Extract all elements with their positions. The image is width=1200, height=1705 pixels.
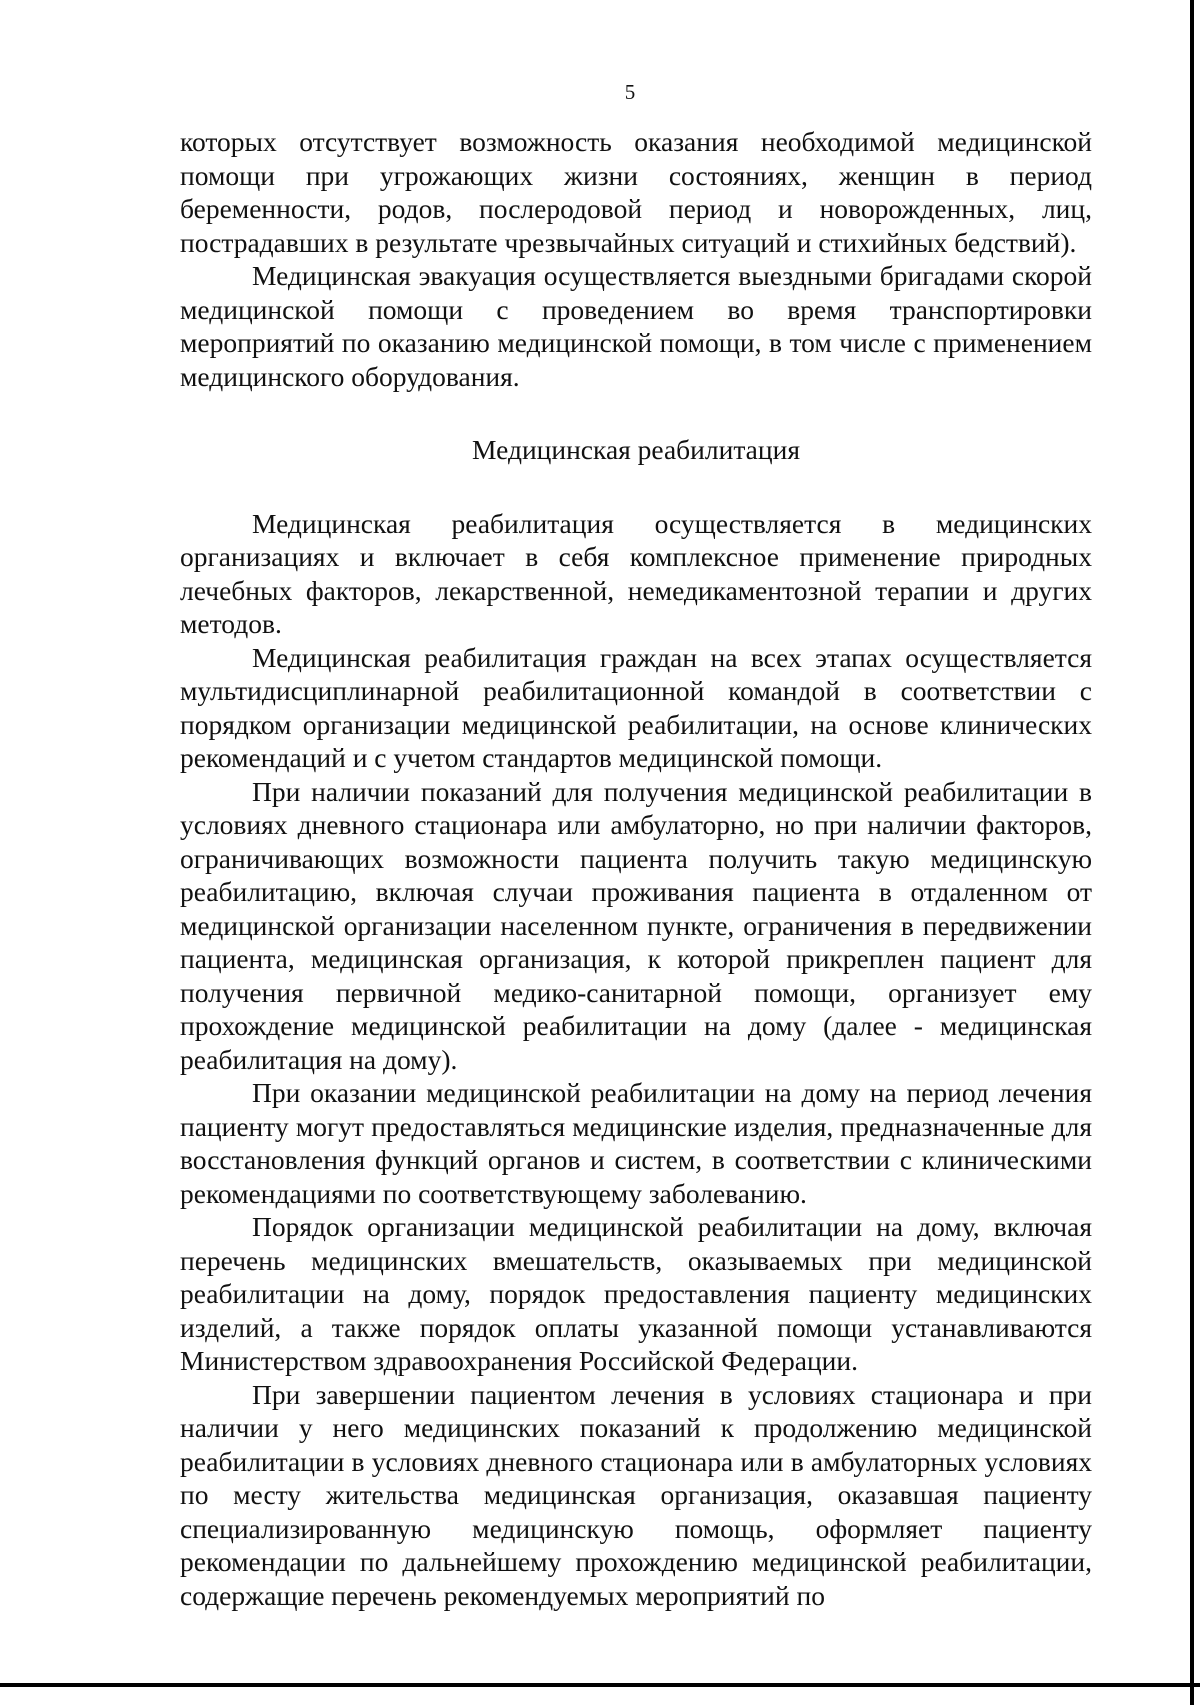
page-edge-bottom <box>0 1683 1200 1687</box>
paragraph-rehab-home: При наличии показаний для получения медицинской реабилитации в условиях дневного стационара или амбулаторно, но при наличии факторов, ограничивающих возможности пациента получить такую медицинскую реабилитацию, включая случаи проживания пациента в отдаленном от медицинской организации населенном пункте, ограничения в передвижении пациента, медицинская организация, к которой прикреплен пациент для получения первичной медико-санитарной помощи, организует ему прохождение медицинской реабилитации на дому (далее - медицинская реабилитация на дому). <box>180 775 1092 1075</box>
document-body <box>180 125 1092 1612</box>
paragraph-rehab-intro: Медицинская реабилитация осуществляется в медицинских организациях и включает в себя комплексное применение природных лечебных факторов, лекарственной, немедикаментозной терапии и других методов. <box>180 507 1092 639</box>
page-number: 5 <box>624 80 636 104</box>
section-heading: Медицинская реабилитация <box>472 434 800 465</box>
page-edge-right <box>1190 0 1194 1705</box>
paragraph-continuation: которых отсутствует возможность оказания необходимой медицинской помощи при угрожающих жизни состояниях, женщин в период беременности, родов, послеродовой период и новорожденных, лиц, пострадавших в результате чрезвычайных ситуаций и стихийных бедствий). <box>180 126 1092 258</box>
paragraph-discharge: При завершении пациентом лечения в условиях стационара и при наличии у него медицинских показаний к продолжению медицинской реабилитации в условиях дневного стационара или в амбулаторных условиях по месту жительства медицинская организация, оказавшая пациенту специализированную медицинскую помощь, оформляет пациенту рекомендации по дальнейшему прохождению медицинской реабилитации, содержащие перечень рекомендуемых мероприятий по <box>180 1378 1092 1611</box>
paragraph-procedure: Порядок организации медицинской реабилитации на дому, включая перечень медицинских вмешательств, оказываемых при медицинской реабилитации на дому, порядок предоставления пациенту медицинских изделий, а также порядок оплаты указанной помощи устанавливаются Министерством здравоохранения Российской Федерации. <box>180 1211 1092 1376</box>
paragraph-rehab-team: Медицинская реабилитация граждан на всех этапах осуществляется мультидисциплинарной реабилитационной командой в соответствии с порядком организации медицинской реабилитации, на основе клинических рекомендаций и с учетом стандартов медицинской помощи. <box>180 641 1092 773</box>
paragraph-evacuation: Медицинская эвакуация осуществляется выездными бригадами скорой медицинской помощи с проведением во время транспортировки мероприятий по оказанию медицинской помощи, в том числе с применением медицинского оборудования. <box>180 260 1092 392</box>
paragraph-medical-devices: При оказании медицинской реабилитации на дому на период лечения пациенту могут предоставляться медицинские изделия, предназначенные для восстановления функций органов и систем, в соответствии с клиническими рекомендациями по соответствующему заболеванию. <box>180 1077 1092 1209</box>
